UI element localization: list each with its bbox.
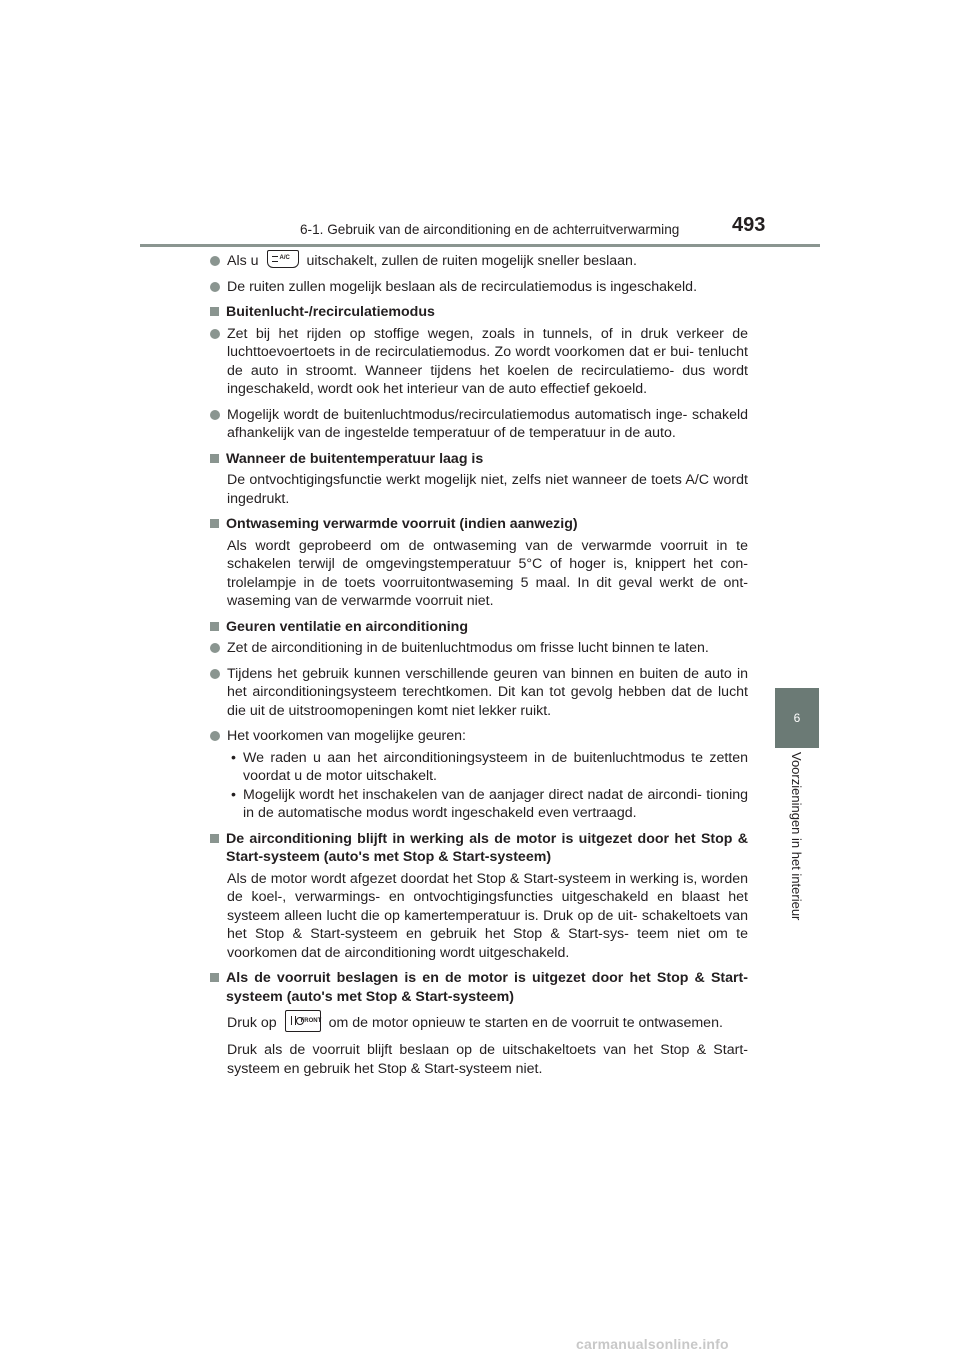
section-body: Druk op FRONT om de motor opnieuw te starten en de voorruit te ontwasemen. [208,1012,748,1034]
list-item: Tijdens het gebruik kunnen verschillende geuren van binnen en buiten de auto in het airconditioningsysteem terechtkomen. Dit kan tot gevolg hebben dat de lucht die uit de uitstroomopeningen komt niet lekker ruikt. [208,665,748,721]
fan-icon [272,256,278,262]
bullet-dot-icon [210,329,220,339]
section-square-icon [210,519,219,528]
page-content [208,252,748,1085]
bullet-dot-icon [210,731,220,741]
chapter-tab-title: Voorzieningen in het interieur [789,752,804,921]
bullet-dot-icon [210,282,220,292]
section-heading: Geuren ventilatie en airconditioning [208,618,748,637]
stop-start-icon [291,1016,296,1025]
page-number: 493 [732,214,766,236]
section-heading: Buitenlucht-/recirculatiemodus [208,303,748,322]
bullet-dot-icon [210,643,220,653]
sub-list-item: • Mogelijk wordt het inschakelen van de aanjager direct nadat de aircondi- tioning in de automatische modus wordt ingeschakeld even vertraagd. [231,786,748,821]
section-body: Als wordt geprobeerd om de ontwaseming van de verwarmde voorruit in te schakelen terwijl de omgevingstemperatuur 5°C of hoger is, knippert het con- trolelampje in de toets voorruitontwaseming 5 maal. In dit geval werkt de ont- waseming van de verwarmde voorruit niet. [227,537,748,609]
chapter-tab-label [775,748,819,968]
list-item: Mogelijk wordt de buitenluchtmodus/recirculatiemodus automatisch inge- schakeld afhankelijk van de ingestelde temperatuur of de temperatuur in de auto. [208,406,748,443]
section-body: Als de motor wordt afgezet doordat het Stop & Start-systeem in werking is, worden de koel-, verwarmings- en ontvochtigingsfuncties uitgeschakeld en blaast het systeem alleen lucht die op kamertemperatuur is. Druk op de uit- schakeltoets van het Stop & Start-systeem en gebruik het Stop & Start-sys- teem niet om te voorkomen dat de airconditioning wordt uitgeschakeld. [227,870,748,961]
sub-bullet-mark: • [231,786,236,803]
ac-button-icon: A/C [267,250,299,268]
list-item: Als u A/C uitschakelt, zullen de ruiten mogelijk sneller beslaan. [208,252,748,271]
section-heading: Ontwaseming verwarmde voorruit (indien aanwezig) [208,515,748,534]
section-body: Druk als de voorruit blijft beslaan op de uitschakeltoets van het Stop & Start- systeem en gebruik het Stop & Start-systeem niet. [227,1042,748,1077]
running-header-section: 6-1. Gebruik van de airconditioning en de achterruitverwarming [300,222,680,237]
section-heading: Wanneer de buitentemperatuur laag is [208,450,748,469]
list-item: Zet de airconditioning in de buitenluchtmodus om frisse lucht binnen te laten. [208,639,748,658]
bullet-dot-icon [210,256,220,266]
bullet-dot-icon [210,669,220,679]
list-item: Zet bij het rijden op stoffige wegen, zoals in tunnels, of in druk verkeer de luchttoevoertoets in de recirculatiemodus. Zo wordt voorkomen dat er bui- tenlucht de auto in stroomt. Wanneer tijdens het koelen de recirculatiemo- dus wordt ingeschakeld, wordt ook het interieur van de auto effectief gekoeld. [208,325,748,399]
chapter-tab-number: 6 [775,688,819,748]
sub-bullet-mark: • [231,749,236,766]
sub-list-item: • We raden u aan het airconditioningsysteem in de buitenluchtmodus te zetten voordat u de motor uitschakelt. [231,749,748,784]
section-square-icon [210,307,219,316]
section-square-icon [210,973,219,982]
list-item: Het voorkomen van mogelijke geuren: [208,727,748,746]
defog-button-icon: FRONT [285,1010,321,1032]
section-square-icon [210,834,219,843]
section-heading: De airconditioning blijft in werking als de motor is uitgezet door het Stop & Start-systeem (auto's met Stop & Start-systeem) [208,830,748,867]
bullet-dot-icon [210,410,220,420]
section-body: De ontvochtigingsfunctie werkt mogelijk niet, zelfs niet wanneer de toets A/C wordt ingedrukt. [227,472,748,507]
watermark: carmanualsonline.info [576,1336,729,1352]
header-divider [140,244,820,247]
section-square-icon [210,454,219,463]
section-square-icon [210,622,219,631]
section-heading: Als de voorruit beslagen is en de motor is uitgezet door het Stop & Start- systeem (auto's met Stop & Start-systeem) [208,969,748,1006]
list-item: De ruiten zullen mogelijk beslaan als de recirculatiemodus is ingeschakeld. [208,278,748,297]
